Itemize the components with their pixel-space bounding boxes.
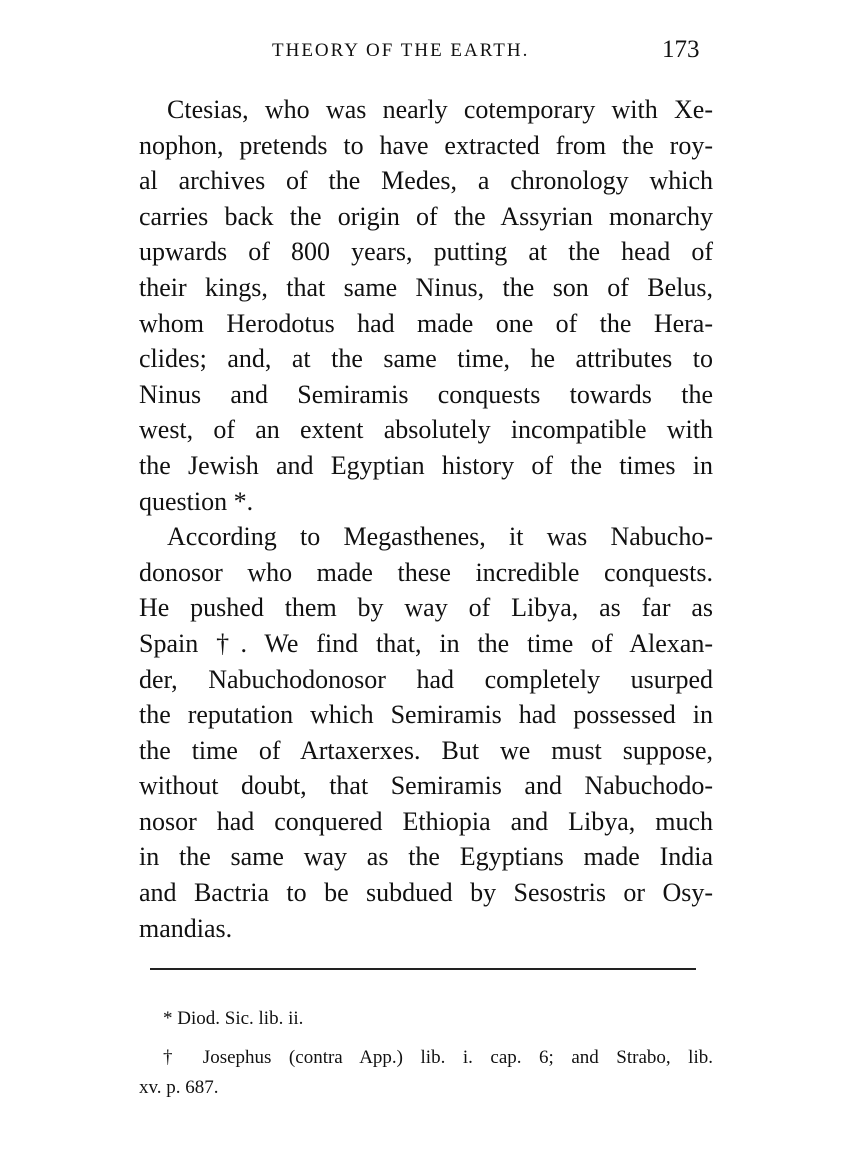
paragraph-2-line: Spain †. We find that, in the time of Alexan- [139,628,713,658]
paragraph-1-line: their kings, that same Ninus, the son of Belus, [139,272,713,302]
paragraph-1-line: Ctesias, who was nearly cotemporary with Xe- [167,95,713,124]
paragraph-2-line: and Bactria to be subdued by Sesostris or Osy- [139,878,713,908]
paragraph-2-line: der, Nabuchodonosor had completely usurped [139,664,713,694]
paragraph-1-line: whom Herodotus had made one of the Hera- [139,308,713,338]
paragraph-2-line: According to Megasthenes, it was Nabucho- [167,522,713,552]
footnote-spacer [139,1034,713,1043]
paragraph-1-line: the Jewish and Egyptian history of the times in [139,450,713,480]
paragraph-1-line: clides; and, at the same time, he attributes to [139,344,713,374]
paragraph-1-line: nophon, pretends to have extracted from the roy- [139,130,713,160]
paragraph-1-line: upwards of 800 years, putting at the head of [139,237,713,267]
paragraph-2-line: He pushed them by way of Libya, as far as [139,593,713,623]
paragraph-2-line: without doubt, that Semiramis and Nabuchodo- [139,771,713,801]
footnote-divider [150,968,696,970]
running-title: THEORY OF THE EARTH. [272,40,530,61]
paragraph-2-line: the reputation which Semiramis had possessed in [139,700,713,730]
paragraph-2-line: in the same way as the Egyptians made India [139,842,713,872]
paragraph-1-line: Ninus and Semiramis conquests towards the [139,379,713,409]
footnote-2-line: xv. p. 687. [139,1077,219,1098]
paragraph-2-line: mandias. [139,913,233,943]
footnote-2-line: † Josephus (contra App.) lib. i. cap. 6; and Strabo, lib. [163,1047,713,1068]
footnote-1: * Diod. Sic. lib. ii. [163,1008,304,1029]
paragraph-2-line: the time of Artaxerxes. But we must suppose, [139,735,713,765]
footnotes [139,1004,713,1103]
running-head [0,38,850,74]
body-text [139,92,713,946]
paragraph-2-line: donosor who made these incredible conquests. [139,557,713,587]
page-number: 173 [662,36,700,63]
paragraph-1-line: west, of an extent absolutely incompatible with [139,415,713,445]
paragraph-2-line: nosor had conquered Ethiopia and Libya, much [139,806,713,836]
paragraph-1-line: al archives of the Medes, a chronology which [139,166,713,196]
paragraph-1-line: carries back the origin of the Assyrian monarchy [139,201,713,231]
paragraph-1-line: question *. [139,486,254,516]
